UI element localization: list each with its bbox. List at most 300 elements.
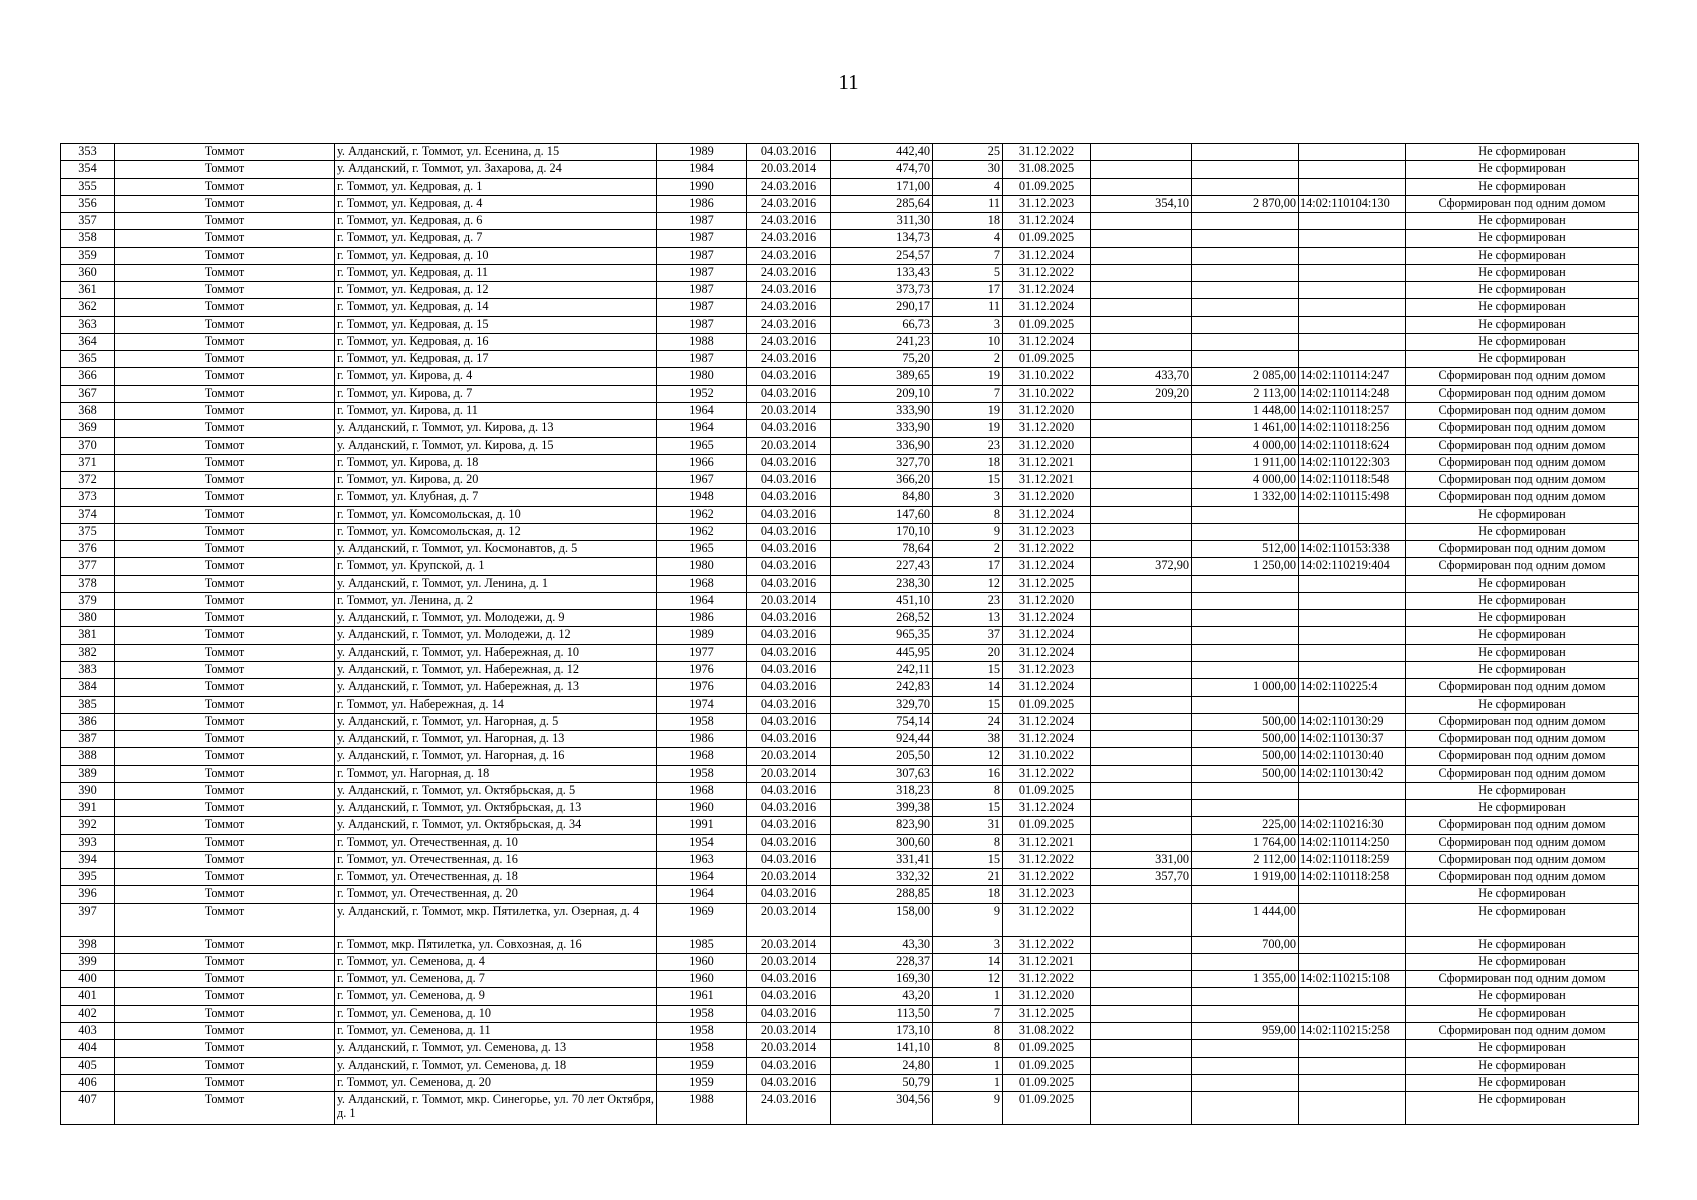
total-area-cell	[1091, 1005, 1192, 1022]
land-status-cell: Сформирован под одним домом	[1406, 731, 1639, 748]
cadastral-number-cell: 14:02:110118:258	[1299, 869, 1406, 886]
land-status-cell: Не сформирован	[1406, 523, 1639, 540]
settlement-cell: Томмот	[115, 558, 335, 575]
residents-count-cell: 8	[933, 782, 1003, 799]
address-cell: у. Алданский, г. Томмот, ул. Октябрьская, д. 13	[335, 800, 657, 817]
year-built-cell: 1987	[657, 299, 747, 316]
residents-count-cell: 10	[933, 333, 1003, 350]
year-built-cell: 1963	[657, 851, 747, 868]
recognition-date-cell: 04.03.2016	[747, 541, 831, 558]
cadastral-number-cell	[1299, 316, 1406, 333]
resettlement-deadline-cell: 31.12.2024	[1003, 713, 1091, 730]
living-area-cell: 333,90	[831, 420, 933, 437]
row-number-cell: 407	[61, 1092, 115, 1125]
year-built-cell: 1958	[657, 765, 747, 782]
address-cell: г. Томмот, ул. Кирова, д. 20	[335, 472, 657, 489]
residents-count-cell: 7	[933, 1005, 1003, 1022]
resettlement-deadline-cell: 31.12.2022	[1003, 765, 1091, 782]
living-area-cell: 823,90	[831, 817, 933, 834]
cadastral-number-cell: 14:02:110115:498	[1299, 489, 1406, 506]
settlement-cell: Томмот	[115, 247, 335, 264]
table-row	[61, 247, 1639, 264]
address-cell: г. Томмот, ул. Отечественная, д. 10	[335, 834, 657, 851]
address-cell: г. Томмот, ул. Комсомольская, д. 10	[335, 506, 657, 523]
residents-count-cell: 31	[933, 817, 1003, 834]
land-plot-area-cell: 2 113,00	[1192, 385, 1299, 402]
address-cell: г. Томмот, ул. Кедровая, д. 16	[335, 333, 657, 350]
total-area-cell	[1091, 247, 1192, 264]
cadastral-number-cell: 14:02:110130:42	[1299, 765, 1406, 782]
year-built-cell: 1976	[657, 679, 747, 696]
living-area-cell: 84,80	[831, 489, 933, 506]
recognition-date-cell: 04.03.2016	[747, 1074, 831, 1091]
address-cell: у. Алданский, г. Томмот, ул. Нагорная, д. 5	[335, 713, 657, 730]
row-number-cell: 357	[61, 213, 115, 230]
settlement-cell: Томмот	[115, 368, 335, 385]
row-number-cell: 386	[61, 713, 115, 730]
cadastral-number-cell	[1299, 903, 1406, 936]
living-area-cell: 288,85	[831, 886, 933, 903]
total-area-cell	[1091, 731, 1192, 748]
settlement-cell: Томмот	[115, 748, 335, 765]
settlement-cell: Томмот	[115, 886, 335, 903]
row-number-cell: 403	[61, 1023, 115, 1040]
year-built-cell: 1965	[657, 541, 747, 558]
living-area-cell: 754,14	[831, 713, 933, 730]
residents-count-cell: 16	[933, 765, 1003, 782]
address-cell: у. Алданский, г. Томмот, ул. Ленина, д. 1	[335, 575, 657, 592]
residents-count-cell: 12	[933, 748, 1003, 765]
resettlement-deadline-cell: 01.09.2025	[1003, 1092, 1091, 1125]
residents-count-cell: 12	[933, 575, 1003, 592]
address-cell: у. Алданский, г. Томмот, ул. Набережная, д. 13	[335, 679, 657, 696]
recognition-date-cell: 04.03.2016	[747, 731, 831, 748]
page-number: 11	[838, 70, 859, 94]
settlement-cell: Томмот	[115, 731, 335, 748]
resettlement-deadline-cell: 31.10.2022	[1003, 385, 1091, 402]
resettlement-deadline-cell: 31.12.2024	[1003, 558, 1091, 575]
land-plot-area-cell	[1192, 1040, 1299, 1057]
land-status-cell: Не сформирован	[1406, 800, 1639, 817]
resettlement-deadline-cell: 31.12.2023	[1003, 886, 1091, 903]
living-area-cell: 965,35	[831, 627, 933, 644]
cadastral-number-cell: 14:02:110130:29	[1299, 713, 1406, 730]
recognition-date-cell: 04.03.2016	[747, 454, 831, 471]
address-cell: у. Алданский, г. Томмот, ул. Есенина, д. 15	[335, 144, 657, 161]
year-built-cell: 1965	[657, 437, 747, 454]
recognition-date-cell: 04.03.2016	[747, 558, 831, 575]
year-built-cell: 1960	[657, 971, 747, 988]
settlement-cell: Томмот	[115, 161, 335, 178]
total-area-cell	[1091, 1092, 1192, 1125]
table-row	[61, 765, 1639, 782]
address-cell: г. Томмот, ул. Ленина, д. 2	[335, 592, 657, 609]
resettlement-deadline-cell: 01.09.2025	[1003, 178, 1091, 195]
residents-count-cell: 9	[933, 1092, 1003, 1125]
land-plot-area-cell: 959,00	[1192, 1023, 1299, 1040]
settlement-cell: Томмот	[115, 178, 335, 195]
resettlement-deadline-cell: 31.12.2021	[1003, 953, 1091, 970]
recognition-date-cell: 20.03.2014	[747, 936, 831, 953]
land-status-cell: Не сформирован	[1406, 316, 1639, 333]
cadastral-number-cell	[1299, 592, 1406, 609]
row-number-cell: 379	[61, 592, 115, 609]
address-cell: у. Алданский, г. Томмот, ул. Молодежи, д. 12	[335, 627, 657, 644]
land-status-cell: Сформирован под одним домом	[1406, 368, 1639, 385]
recognition-date-cell: 04.03.2016	[747, 988, 831, 1005]
address-cell: г. Томмот, ул. Отечественная, д. 16	[335, 851, 657, 868]
address-cell: г. Томмот, ул. Семенова, д. 20	[335, 1074, 657, 1091]
resettlement-deadline-cell: 01.09.2025	[1003, 1040, 1091, 1057]
land-status-cell: Сформирован под одним домом	[1406, 195, 1639, 212]
total-area-cell	[1091, 1040, 1192, 1057]
recognition-date-cell: 04.03.2016	[747, 644, 831, 661]
address-cell: г. Томмот, ул. Клубная, д. 7	[335, 489, 657, 506]
year-built-cell: 1961	[657, 988, 747, 1005]
land-plot-area-cell: 1 911,00	[1192, 454, 1299, 471]
land-plot-area-cell: 1 355,00	[1192, 971, 1299, 988]
living-area-cell: 332,32	[831, 869, 933, 886]
address-cell: у. Алданский, г. Томмот, мкр. Синегорье, ул. 70 лет Октября, д. 1	[335, 1092, 657, 1125]
total-area-cell: 209,20	[1091, 385, 1192, 402]
land-status-cell: Не сформирован	[1406, 782, 1639, 799]
residents-count-cell: 2	[933, 351, 1003, 368]
residents-count-cell: 17	[933, 282, 1003, 299]
land-status-cell: Сформирован под одним домом	[1406, 869, 1639, 886]
residents-count-cell: 9	[933, 523, 1003, 540]
address-cell: г. Томмот, ул. Семенова, д. 9	[335, 988, 657, 1005]
resettlement-deadline-cell: 31.12.2020	[1003, 437, 1091, 454]
total-area-cell	[1091, 644, 1192, 661]
settlement-cell: Томмот	[115, 834, 335, 851]
land-plot-area-cell	[1192, 282, 1299, 299]
table-row	[61, 817, 1639, 834]
resettlement-deadline-cell: 31.12.2024	[1003, 644, 1091, 661]
settlement-cell: Томмот	[115, 903, 335, 936]
residents-count-cell: 9	[933, 903, 1003, 936]
settlement-cell: Томмот	[115, 351, 335, 368]
cadastral-number-cell	[1299, 886, 1406, 903]
residents-count-cell: 7	[933, 385, 1003, 402]
row-number-cell: 387	[61, 731, 115, 748]
cadastral-number-cell	[1299, 333, 1406, 350]
table-row	[61, 420, 1639, 437]
land-plot-area-cell: 512,00	[1192, 541, 1299, 558]
residents-count-cell: 24	[933, 713, 1003, 730]
cadastral-number-cell	[1299, 523, 1406, 540]
table-row	[61, 679, 1639, 696]
resettlement-deadline-cell: 31.12.2024	[1003, 506, 1091, 523]
cadastral-number-cell	[1299, 800, 1406, 817]
resettlement-deadline-cell: 31.12.2020	[1003, 592, 1091, 609]
residents-count-cell: 15	[933, 696, 1003, 713]
row-number-cell: 365	[61, 351, 115, 368]
living-area-cell: 50,79	[831, 1074, 933, 1091]
land-plot-area-cell: 4 000,00	[1192, 437, 1299, 454]
settlement-cell: Томмот	[115, 988, 335, 1005]
land-plot-area-cell	[1192, 213, 1299, 230]
cadastral-number-cell	[1299, 299, 1406, 316]
land-plot-area-cell: 1 332,00	[1192, 489, 1299, 506]
address-cell: г. Томмот, ул. Нагорная, д. 18	[335, 765, 657, 782]
cadastral-number-cell	[1299, 264, 1406, 281]
row-number-cell: 393	[61, 834, 115, 851]
total-area-cell	[1091, 610, 1192, 627]
cadastral-number-cell	[1299, 247, 1406, 264]
living-area-cell: 254,57	[831, 247, 933, 264]
row-number-cell: 394	[61, 851, 115, 868]
cadastral-number-cell	[1299, 782, 1406, 799]
cadastral-number-cell: 14:02:110114:247	[1299, 368, 1406, 385]
cadastral-number-cell	[1299, 1092, 1406, 1125]
recognition-date-cell: 20.03.2014	[747, 765, 831, 782]
total-area-cell	[1091, 592, 1192, 609]
address-cell: у. Алданский, г. Томмот, ул. Молодежи, д. 9	[335, 610, 657, 627]
total-area-cell	[1091, 627, 1192, 644]
residents-count-cell: 15	[933, 472, 1003, 489]
row-number-cell: 383	[61, 661, 115, 678]
living-area-cell: 227,43	[831, 558, 933, 575]
recognition-date-cell: 20.03.2014	[747, 869, 831, 886]
total-area-cell	[1091, 178, 1192, 195]
total-area-cell: 372,90	[1091, 558, 1192, 575]
land-status-cell: Сформирован под одним домом	[1406, 765, 1639, 782]
cadastral-number-cell	[1299, 144, 1406, 161]
living-area-cell: 329,70	[831, 696, 933, 713]
land-status-cell: Не сформирован	[1406, 627, 1639, 644]
table-row	[61, 402, 1639, 419]
living-area-cell: 24,80	[831, 1057, 933, 1074]
table-row	[61, 299, 1639, 316]
total-area-cell	[1091, 402, 1192, 419]
year-built-cell: 1984	[657, 161, 747, 178]
table-row	[61, 316, 1639, 333]
resettlement-deadline-cell: 01.09.2025	[1003, 1074, 1091, 1091]
land-plot-area-cell	[1192, 333, 1299, 350]
year-built-cell: 1989	[657, 627, 747, 644]
table-row	[61, 696, 1639, 713]
address-cell: г. Томмот, ул. Комсомольская, д. 12	[335, 523, 657, 540]
land-status-cell: Не сформирован	[1406, 299, 1639, 316]
cadastral-number-cell: 14:02:110114:248	[1299, 385, 1406, 402]
residents-count-cell: 8	[933, 1023, 1003, 1040]
address-cell: г. Томмот, ул. Семенова, д. 11	[335, 1023, 657, 1040]
cadastral-number-cell: 14:02:110215:258	[1299, 1023, 1406, 1040]
resettlement-deadline-cell: 31.08.2022	[1003, 1023, 1091, 1040]
recognition-date-cell: 04.03.2016	[747, 610, 831, 627]
land-plot-area-cell	[1192, 696, 1299, 713]
land-plot-area-cell	[1192, 800, 1299, 817]
address-cell: г. Томмот, ул. Крупской, д. 1	[335, 558, 657, 575]
resettlement-deadline-cell: 31.12.2024	[1003, 610, 1091, 627]
row-number-cell: 380	[61, 610, 115, 627]
cadastral-number-cell	[1299, 953, 1406, 970]
resettlement-deadline-cell: 31.12.2024	[1003, 282, 1091, 299]
land-status-cell: Сформирован под одним домом	[1406, 713, 1639, 730]
year-built-cell: 1952	[657, 385, 747, 402]
land-status-cell: Не сформирован	[1406, 1057, 1639, 1074]
address-cell: у. Алданский, г. Томмот, ул. Набережная, д. 12	[335, 661, 657, 678]
residents-count-cell: 37	[933, 627, 1003, 644]
land-plot-area-cell: 2 085,00	[1192, 368, 1299, 385]
resettlement-deadline-cell: 31.12.2022	[1003, 541, 1091, 558]
year-built-cell: 1958	[657, 1023, 747, 1040]
land-status-cell: Сформирован под одним домом	[1406, 679, 1639, 696]
resettlement-deadline-cell: 31.12.2022	[1003, 144, 1091, 161]
cadastral-number-cell	[1299, 1074, 1406, 1091]
land-plot-area-cell	[1192, 1057, 1299, 1074]
living-area-cell: 242,83	[831, 679, 933, 696]
total-area-cell	[1091, 230, 1192, 247]
land-plot-area-cell	[1192, 886, 1299, 903]
settlement-cell: Томмот	[115, 230, 335, 247]
table-row	[61, 971, 1639, 988]
housing-registry-table	[60, 143, 1639, 1125]
cadastral-number-cell: 14:02:110153:338	[1299, 541, 1406, 558]
resettlement-deadline-cell: 31.12.2023	[1003, 523, 1091, 540]
recognition-date-cell: 20.03.2014	[747, 1023, 831, 1040]
table-row	[61, 161, 1639, 178]
cadastral-number-cell: 14:02:110216:30	[1299, 817, 1406, 834]
resettlement-deadline-cell: 31.12.2022	[1003, 869, 1091, 886]
recognition-date-cell: 04.03.2016	[747, 1005, 831, 1022]
address-cell: г. Томмот, ул. Кедровая, д. 7	[335, 230, 657, 247]
total-area-cell	[1091, 282, 1192, 299]
year-built-cell: 1986	[657, 731, 747, 748]
table-row	[61, 558, 1639, 575]
total-area-cell	[1091, 333, 1192, 350]
address-cell: г. Томмот, ул. Кедровая, д. 17	[335, 351, 657, 368]
resettlement-deadline-cell: 31.12.2022	[1003, 851, 1091, 868]
settlement-cell: Томмот	[115, 420, 335, 437]
settlement-cell: Томмот	[115, 644, 335, 661]
total-area-cell	[1091, 1074, 1192, 1091]
recognition-date-cell: 24.03.2016	[747, 299, 831, 316]
address-cell: г. Томмот, ул. Кедровая, д. 10	[335, 247, 657, 264]
resettlement-deadline-cell: 31.12.2023	[1003, 661, 1091, 678]
row-number-cell: 375	[61, 523, 115, 540]
table-row	[61, 1005, 1639, 1022]
table-row	[61, 834, 1639, 851]
total-area-cell	[1091, 765, 1192, 782]
total-area-cell	[1091, 748, 1192, 765]
address-cell: г. Томмот, ул. Семенова, д. 4	[335, 953, 657, 970]
table-row	[61, 592, 1639, 609]
registry-body	[61, 144, 1639, 1125]
total-area-cell	[1091, 264, 1192, 281]
row-number-cell: 406	[61, 1074, 115, 1091]
address-cell: у. Алданский, г. Томмот, ул. Нагорная, д. 13	[335, 731, 657, 748]
land-plot-area-cell	[1192, 592, 1299, 609]
land-plot-area-cell: 2 870,00	[1192, 195, 1299, 212]
cadastral-number-cell	[1299, 988, 1406, 1005]
land-status-cell: Не сформирован	[1406, 161, 1639, 178]
row-number-cell: 401	[61, 988, 115, 1005]
residents-count-cell: 18	[933, 454, 1003, 471]
recognition-date-cell: 04.03.2016	[747, 1057, 831, 1074]
address-cell: г. Томмот, ул. Кирова, д. 18	[335, 454, 657, 471]
living-area-cell: 170,10	[831, 523, 933, 540]
recognition-date-cell: 04.03.2016	[747, 834, 831, 851]
year-built-cell: 1958	[657, 713, 747, 730]
cadastral-number-cell: 14:02:110130:40	[1299, 748, 1406, 765]
land-plot-area-cell: 1 764,00	[1192, 834, 1299, 851]
address-cell: у. Алданский, г. Томмот, ул. Семенова, д. 13	[335, 1040, 657, 1057]
table-row	[61, 523, 1639, 540]
living-area-cell: 171,00	[831, 178, 933, 195]
total-area-cell: 354,10	[1091, 195, 1192, 212]
land-status-cell: Сформирован под одним домом	[1406, 1023, 1639, 1040]
residents-count-cell: 11	[933, 299, 1003, 316]
total-area-cell	[1091, 575, 1192, 592]
total-area-cell	[1091, 1023, 1192, 1040]
living-area-cell: 173,10	[831, 1023, 933, 1040]
land-status-cell: Не сформирован	[1406, 1074, 1639, 1091]
residents-count-cell: 20	[933, 644, 1003, 661]
year-built-cell: 1976	[657, 661, 747, 678]
table-row	[61, 506, 1639, 523]
year-built-cell: 1987	[657, 213, 747, 230]
year-built-cell: 1960	[657, 953, 747, 970]
land-plot-area-cell	[1192, 627, 1299, 644]
year-built-cell: 1966	[657, 454, 747, 471]
land-plot-area-cell	[1192, 351, 1299, 368]
table-row	[61, 713, 1639, 730]
cadastral-number-cell	[1299, 696, 1406, 713]
residents-count-cell: 11	[933, 195, 1003, 212]
total-area-cell	[1091, 1057, 1192, 1074]
table-row	[61, 953, 1639, 970]
land-plot-area-cell	[1192, 299, 1299, 316]
land-plot-area-cell	[1192, 575, 1299, 592]
year-built-cell: 1958	[657, 1005, 747, 1022]
settlement-cell: Томмот	[115, 282, 335, 299]
settlement-cell: Томмот	[115, 489, 335, 506]
land-status-cell: Не сформирован	[1406, 351, 1639, 368]
land-status-cell: Не сформирован	[1406, 886, 1639, 903]
cadastral-number-cell: 14:02:110104:130	[1299, 195, 1406, 212]
cadastral-number-cell	[1299, 506, 1406, 523]
row-number-cell: 362	[61, 299, 115, 316]
total-area-cell	[1091, 886, 1192, 903]
land-plot-area-cell: 1 448,00	[1192, 402, 1299, 419]
settlement-cell: Томмот	[115, 506, 335, 523]
residents-count-cell: 14	[933, 679, 1003, 696]
total-area-cell	[1091, 454, 1192, 471]
recognition-date-cell: 24.03.2016	[747, 264, 831, 281]
total-area-cell: 357,70	[1091, 869, 1192, 886]
residents-count-cell: 18	[933, 886, 1003, 903]
row-number-cell: 392	[61, 817, 115, 834]
table-row	[61, 472, 1639, 489]
land-plot-area-cell	[1192, 316, 1299, 333]
living-area-cell: 133,43	[831, 264, 933, 281]
recognition-date-cell: 24.03.2016	[747, 1092, 831, 1125]
total-area-cell	[1091, 817, 1192, 834]
living-area-cell: 169,30	[831, 971, 933, 988]
year-built-cell: 1980	[657, 558, 747, 575]
year-built-cell: 1987	[657, 264, 747, 281]
row-number-cell: 404	[61, 1040, 115, 1057]
residents-count-cell: 1	[933, 988, 1003, 1005]
address-cell: у. Алданский, г. Томмот, ул. Космонавтов, д. 5	[335, 541, 657, 558]
table-row	[61, 195, 1639, 212]
living-area-cell: 285,64	[831, 195, 933, 212]
land-status-cell: Сформирован под одним домом	[1406, 541, 1639, 558]
living-area-cell: 268,52	[831, 610, 933, 627]
row-number-cell: 376	[61, 541, 115, 558]
recognition-date-cell: 20.03.2014	[747, 903, 831, 936]
